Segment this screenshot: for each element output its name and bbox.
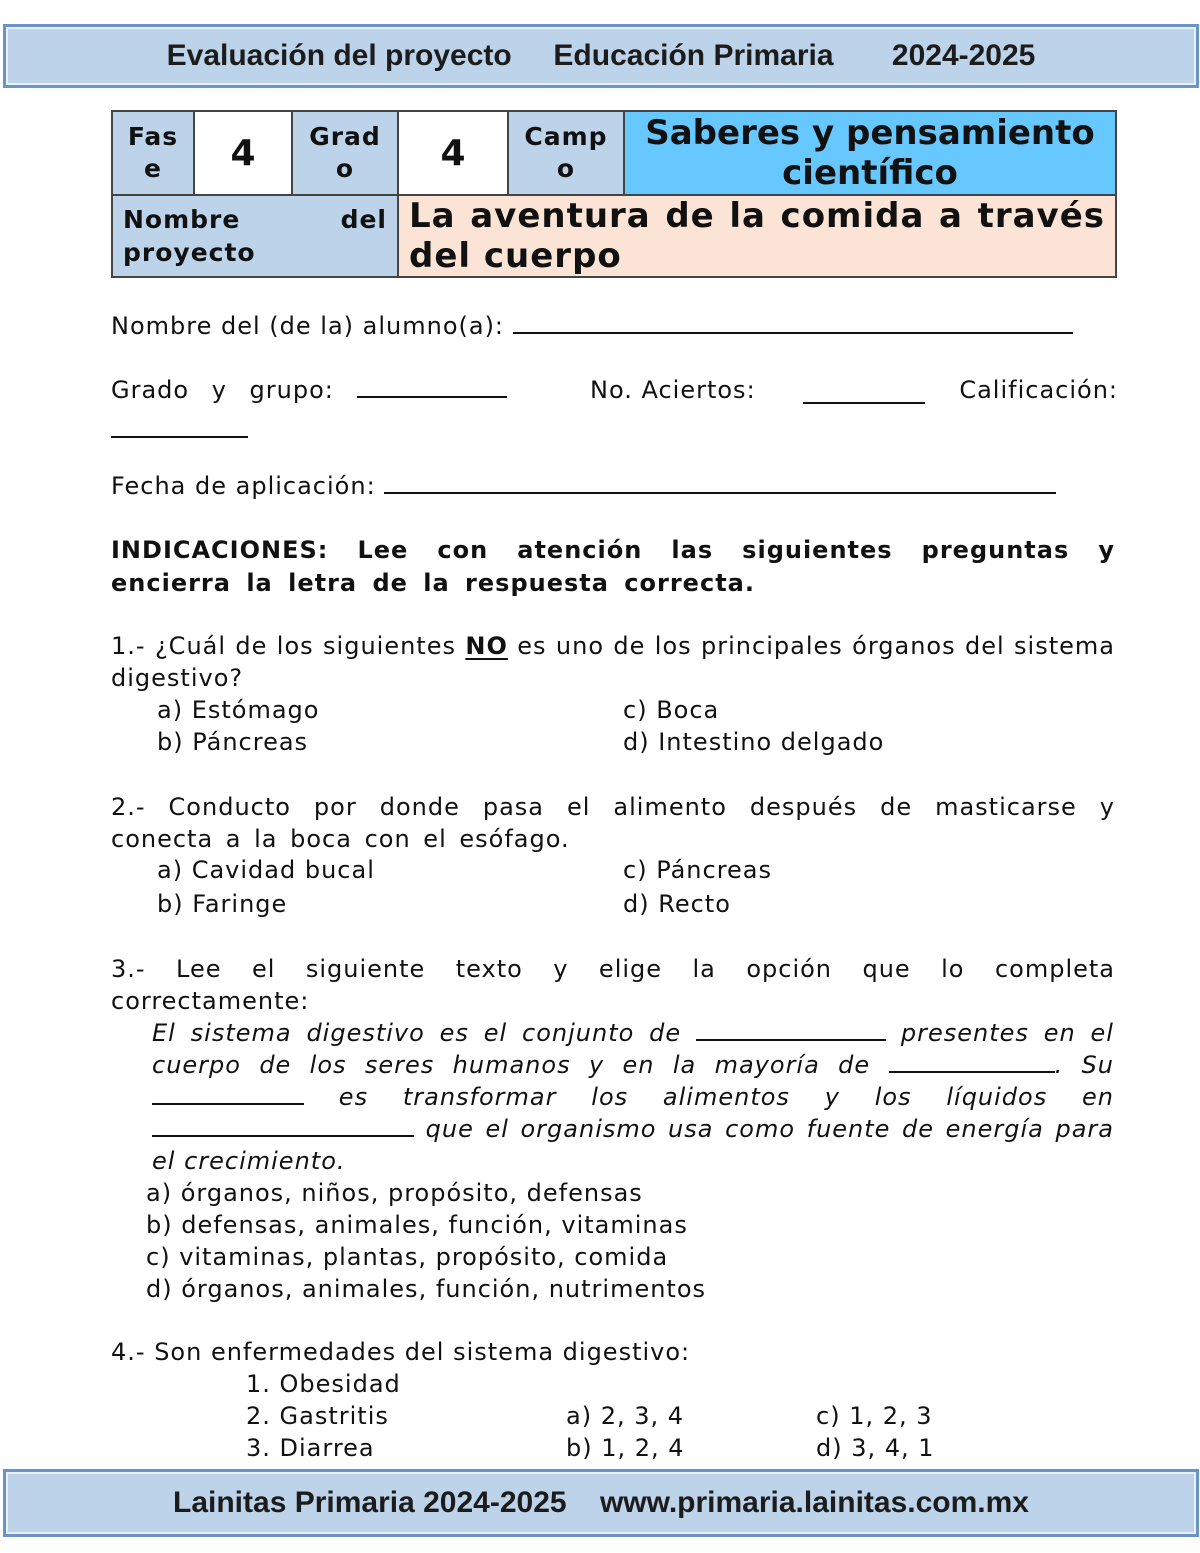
instructions: INDICACIONES: Lee con atención las siguientes preguntas y encierra la letra de la respuesta correcta. [111,536,1115,597]
q2-option-a[interactable]: a) Cavidad bucal [157,856,375,884]
proyecto-value: La aventura de la comida a través del cuerpo [398,195,1116,277]
q3-passage: El sistema digestivo es el conjunto de presentes en el cuerpo de los seres humanos y en la mayoría de . Su es transformar los alimentos y los líquidos en que el organismo usa como fuente de energía para el crecimiento. [152,1019,1115,1175]
q3-blank-3[interactable] [152,1081,304,1105]
q3-option-b[interactable]: b) defensas, animales, función, vitaminas [146,1211,688,1239]
header-title: Evaluación del proyecto [166,39,512,72]
project-info-table [111,110,1117,278]
q2-option-d[interactable]: d) Recto [623,890,731,918]
q1-emphasis: NO [465,632,508,660]
fase-label: Fase [112,111,194,195]
q3-option-c[interactable]: c) vitaminas, plantas, propósito, comida [146,1243,669,1271]
footer-url[interactable]: www.primaria.lainitas.com.mx [599,1486,1029,1519]
q3-blank-1[interactable] [696,1017,886,1041]
question-1: 1.- ¿Cuál de los siguientes NO es uno de los principales órganos del sistema digestivo? [111,632,1115,692]
q1-option-d[interactable]: d) Intestino delgado [623,728,885,756]
q2-option-b[interactable]: b) Faringe [157,890,288,918]
q4-item-2: 2. Gastritis [246,1402,389,1430]
q3-option-a[interactable]: a) órganos, niños, propósito, defensas [146,1179,643,1207]
header-year: 2024-2025 [891,39,1036,72]
calificacion-label: Calificación: [959,376,1118,404]
q3-blank-2[interactable] [889,1049,1055,1073]
campo-value: Saberes y pensamiento científico [624,111,1116,195]
aciertos-blank[interactable] [803,380,925,404]
footer-left: Lainitas Primaria 2024-2025 [173,1486,567,1519]
proyecto-label: Nombre del proyecto [112,195,398,277]
fecha-label: Fecha de aplicación: [111,472,376,500]
q4-option-c[interactable]: c) 1, 2, 3 [816,1402,933,1430]
q4-option-d[interactable]: d) 3, 4, 1 [816,1434,935,1462]
q4-option-b[interactable]: b) 1, 2, 4 [566,1434,685,1462]
grado-grupo-label: Grado y grupo: [111,376,334,404]
campo-label: Campo [508,111,624,195]
q2-option-c[interactable]: c) Páncreas [623,856,773,884]
question-2: 2.- Conducto por donde pasa el alimento después de masticarse y conecta a la boca con el esófago. [111,793,1115,853]
fase-value: 4 [194,111,292,195]
header-banner [3,24,1199,88]
grado-value: 4 [398,111,508,195]
q3-option-d[interactable]: d) órganos, animales, función, nutrimentos [146,1275,707,1303]
q4-item-1: 1. Obesidad [246,1370,401,1398]
header-level: Educación Primaria [553,39,834,72]
student-name-blank[interactable] [513,310,1073,334]
q1-option-a[interactable]: a) Estómago [157,696,320,724]
question-4: 4.- Son enfermedades del sistema digestivo: [111,1338,691,1366]
grado-grupo-blank[interactable] [357,374,507,398]
calificacion-blank[interactable] [111,414,248,438]
student-name-label: Nombre del (de la) alumno(a): [111,312,505,340]
q1-option-b[interactable]: b) Páncreas [157,728,309,756]
q1-option-c[interactable]: c) Boca [623,696,720,724]
student-name-row [111,310,1115,342]
fecha-blank[interactable] [384,470,1056,494]
date-row [111,470,1115,502]
q3-blank-4[interactable] [152,1113,414,1137]
q4-item-3: 3. Diarrea [246,1434,375,1462]
q4-option-a[interactable]: a) 2, 3, 4 [566,1402,685,1430]
footer-banner [3,1469,1199,1537]
aciertos-label: No. Aciertos: [590,376,756,404]
grado-label: Grado [292,111,398,195]
question-3: 3.- Lee el siguiente texto y elige la opción que lo completa correctamente: [111,955,1115,1015]
